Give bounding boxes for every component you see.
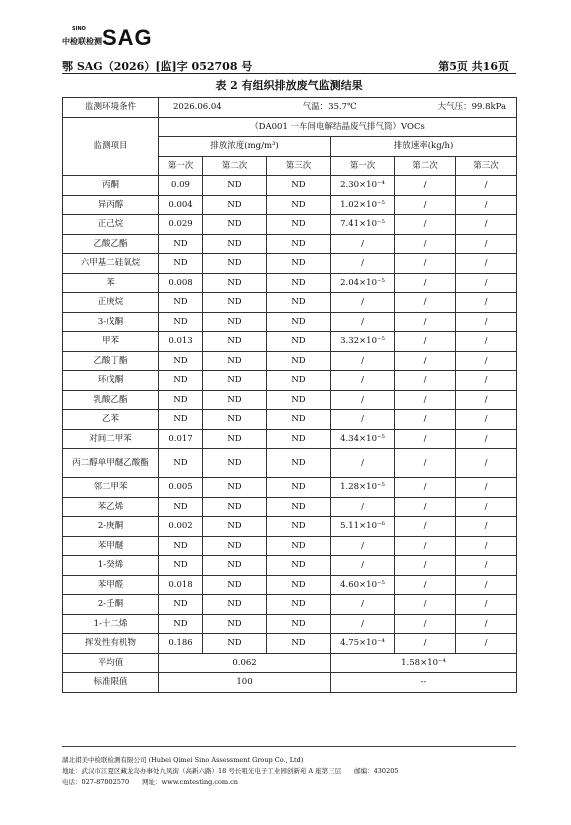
row-value-cell: / (456, 449, 517, 478)
row-item-name: 正己烷 (63, 215, 159, 235)
row-value-cell: / (456, 517, 517, 537)
row-item-name: 丙二醇单甲醚乙酸酯 (63, 449, 159, 478)
table-row (63, 497, 517, 517)
run-header: 第一次 (331, 156, 395, 176)
row-value-cell: / (456, 497, 517, 517)
row-value-cell: ND (159, 371, 203, 391)
row-value-cell: ND (203, 332, 267, 352)
source-row (63, 117, 517, 137)
row-item-name: 乙苯 (63, 410, 159, 430)
row-item-name: 乙酸丁酯 (63, 351, 159, 371)
logo-sag-text: SAG (102, 25, 153, 50)
row-value-cell: / (395, 449, 456, 478)
row-value-cell: / (331, 497, 395, 517)
row-value-cell: 2.04×10⁻⁵ (331, 273, 395, 293)
limit-row-conc: 100 (159, 673, 331, 693)
row-value-cell: ND (159, 556, 203, 576)
row-value-cell: ND (203, 371, 267, 391)
table-row (63, 390, 517, 410)
row-value-cell: ND (203, 390, 267, 410)
row-value-cell: 1.02×10⁻⁵ (331, 195, 395, 215)
row-value-cell: ND (203, 536, 267, 556)
row-value-cell: 0.017 (159, 429, 203, 449)
row-value-cell: / (395, 312, 456, 332)
row-value-cell: ND (267, 390, 331, 410)
row-value-cell: ND (203, 234, 267, 254)
row-value-cell: ND (267, 273, 331, 293)
table-row (63, 556, 517, 576)
row-value-cell: ND (267, 371, 331, 391)
row-item-name: 2-庚酮 (63, 517, 159, 537)
row-value-cell: / (395, 293, 456, 313)
item-label: 监测项目 (63, 117, 159, 176)
row-value-cell: 5.11×10⁻⁶ (331, 517, 395, 537)
row-item-name: 苯甲醚 (63, 536, 159, 556)
run-header: 第三次 (267, 156, 331, 176)
table-row (63, 634, 517, 654)
row-item-name: 苯乙烯 (63, 497, 159, 517)
row-value-cell: ND (267, 478, 331, 498)
row-value-cell: / (395, 254, 456, 274)
average-row-conc: 0.062 (159, 653, 331, 673)
row-value-cell: ND (267, 556, 331, 576)
row-value-cell: / (331, 614, 395, 634)
row-value-cell: / (395, 176, 456, 196)
row-item-name: 邻二甲苯 (63, 478, 159, 498)
row-value-cell: / (331, 556, 395, 576)
run-header: 第二次 (395, 156, 456, 176)
row-value-cell: / (395, 517, 456, 537)
row-item-name: 对间二甲苯 (63, 429, 159, 449)
env-temp: 气温：35.7℃ (302, 102, 357, 113)
row-value-cell: ND (203, 517, 267, 537)
row-item-name: 1-十二烯 (63, 614, 159, 634)
row-value-cell: ND (267, 293, 331, 313)
row-item-name: 3-戊酮 (63, 312, 159, 332)
table-row (63, 575, 517, 595)
row-value-cell: / (456, 215, 517, 235)
row-value-cell: ND (159, 293, 203, 313)
table-row (63, 429, 517, 449)
table-row (63, 293, 517, 313)
row-value-cell: 0.013 (159, 332, 203, 352)
row-value-cell: ND (159, 390, 203, 410)
run-header: 第三次 (456, 156, 517, 176)
row-value-cell: / (395, 429, 456, 449)
row-value-cell: 4.34×10⁻⁵ (331, 429, 395, 449)
row-value-cell: ND (267, 575, 331, 595)
row-value-cell: ND (159, 497, 203, 517)
row-value-cell: / (456, 312, 517, 332)
average-row-rate: 1.58×10⁻⁴ (331, 653, 517, 673)
average-row-label: 平均值 (63, 653, 159, 673)
page-indicator: 第5页 共16页 (438, 60, 509, 73)
row-value-cell: 0.018 (159, 575, 203, 595)
row-value-cell: / (331, 536, 395, 556)
results-table (62, 97, 517, 693)
row-value-cell: ND (267, 215, 331, 235)
table-row (63, 351, 517, 371)
report-number: 鄂 SAG（2026）[监]字 052708 号 (62, 60, 253, 73)
row-value-cell: ND (159, 312, 203, 332)
row-value-cell: ND (203, 410, 267, 430)
row-value-cell: / (395, 273, 456, 293)
row-value-cell: / (331, 410, 395, 430)
row-value-cell: ND (267, 429, 331, 449)
row-value-cell: ND (203, 254, 267, 274)
row-value-cell: / (395, 195, 456, 215)
row-value-cell: / (395, 536, 456, 556)
row-value-cell: ND (267, 254, 331, 274)
env-row (63, 98, 517, 118)
row-value-cell: ND (203, 176, 267, 196)
row-value-cell: ND (159, 410, 203, 430)
run-header: 第二次 (203, 156, 267, 176)
row-value-cell: ND (267, 614, 331, 634)
row-value-cell: / (456, 410, 517, 430)
row-value-cell: ND (159, 595, 203, 615)
row-value-cell: / (331, 595, 395, 615)
footer-address: 地址：武汉市江夏区藏龙岛办事处九凤街（高新六路）18 号长咀光电子工业园创新苑 A 座第三层 邮编：430205 (62, 767, 399, 775)
row-value-cell: 0.09 (159, 176, 203, 196)
row-value-cell: ND (159, 449, 203, 478)
row-value-cell: / (395, 575, 456, 595)
row-value-cell: ND (203, 449, 267, 478)
row-value-cell: ND (203, 195, 267, 215)
row-value-cell: ND (267, 634, 331, 654)
row-value-cell: / (331, 234, 395, 254)
row-value-cell: / (395, 497, 456, 517)
row-value-cell: / (456, 293, 517, 313)
row-value-cell: 3.32×10⁻⁵ (331, 332, 395, 352)
row-value-cell: ND (267, 449, 331, 478)
row-value-cell: ND (203, 215, 267, 235)
row-value-cell: 2.30×10⁻⁴ (331, 176, 395, 196)
row-value-cell: ND (159, 536, 203, 556)
row-value-cell: / (456, 254, 517, 274)
row-value-cell: 4.60×10⁻⁵ (331, 575, 395, 595)
row-value-cell: ND (267, 234, 331, 254)
row-value-cell: / (456, 273, 517, 293)
logo-cn-text: 中检联检测 (62, 37, 102, 46)
logo-sino-text: SINO (72, 26, 86, 32)
table-row (63, 273, 517, 293)
row-value-cell: / (331, 312, 395, 332)
row-value-cell: / (331, 254, 395, 274)
row-value-cell: / (456, 556, 517, 576)
row-value-cell: ND (203, 478, 267, 498)
limit-row-label: 标准限值 (63, 673, 159, 693)
row-value-cell: ND (267, 517, 331, 537)
source-label: （DA001 一车间电解结晶废气排气筒）VOCs (159, 117, 517, 137)
row-value-cell: ND (267, 176, 331, 196)
row-item-name: 2-壬酮 (63, 595, 159, 615)
row-value-cell: 7.41×10⁻⁵ (331, 215, 395, 235)
row-value-cell: ND (267, 351, 331, 371)
row-value-cell: / (456, 614, 517, 634)
row-value-cell: / (331, 390, 395, 410)
run-header: 第一次 (159, 156, 203, 176)
row-value-cell: ND (267, 332, 331, 352)
row-value-cell: 1.28×10⁻⁵ (331, 478, 395, 498)
row-value-cell: 0.029 (159, 215, 203, 235)
row-value-cell: / (331, 449, 395, 478)
row-value-cell: / (456, 478, 517, 498)
row-item-name: 环戊酮 (63, 371, 159, 391)
row-item-name: 异丙醇 (63, 195, 159, 215)
row-value-cell: ND (267, 410, 331, 430)
row-value-cell: ND (203, 273, 267, 293)
row-item-name: 丙酮 (63, 176, 159, 196)
table-row (63, 312, 517, 332)
table-row (63, 195, 517, 215)
env-pressure: 大气压：99.8kPa (437, 102, 507, 113)
row-value-cell: / (395, 332, 456, 352)
row-value-cell: ND (203, 595, 267, 615)
row-value-cell: / (395, 595, 456, 615)
row-item-name: 1-癸烯 (63, 556, 159, 576)
row-value-cell: ND (203, 312, 267, 332)
footer-contact: 电话：027-87002570 网址：www.cmtesting.com.cn (62, 778, 238, 786)
env-label: 监测环境条件 (63, 98, 159, 118)
limit-row-rate: -- (331, 673, 517, 693)
row-item-name: 乙酸乙酯 (63, 234, 159, 254)
table-row (63, 517, 517, 537)
row-value-cell: / (395, 634, 456, 654)
row-value-cell: ND (159, 614, 203, 634)
row-value-cell: ND (159, 351, 203, 371)
row-value-cell: ND (159, 254, 203, 274)
row-item-name: 正庚烷 (63, 293, 159, 313)
row-value-cell: ND (267, 195, 331, 215)
table-row (63, 371, 517, 391)
table-row (63, 614, 517, 634)
row-value-cell: / (456, 634, 517, 654)
row-item-name: 挥发性有机物 (63, 634, 159, 654)
row-value-cell: 0.002 (159, 517, 203, 537)
env-date: 2026.06.04 (173, 102, 222, 113)
row-value-cell: ND (267, 312, 331, 332)
footer-company: 湖北祺美中检联检测有限公司 (Hubei Qimei Sino Assessment Group Co., Ltd) (62, 756, 304, 764)
row-item-name: 甲苯 (63, 332, 159, 352)
table-row (63, 595, 517, 615)
row-value-cell: / (395, 215, 456, 235)
rate-header: 排放速率(kg/h) (331, 137, 517, 157)
row-value-cell: ND (203, 351, 267, 371)
average-row (63, 653, 517, 673)
row-value-cell: 0.008 (159, 273, 203, 293)
row-value-cell: 0.186 (159, 634, 203, 654)
row-value-cell: / (395, 390, 456, 410)
table-row (63, 254, 517, 274)
row-item-name: 六甲基二硅氧烷 (63, 254, 159, 274)
row-value-cell: / (456, 195, 517, 215)
row-value-cell: ND (159, 234, 203, 254)
row-value-cell: / (331, 293, 395, 313)
row-value-cell: / (395, 556, 456, 576)
page-footer (62, 746, 516, 788)
row-value-cell: / (456, 351, 517, 371)
company-logo (62, 26, 167, 56)
table-row (63, 176, 517, 196)
row-value-cell: / (456, 371, 517, 391)
row-value-cell: / (456, 332, 517, 352)
row-value-cell: 0.004 (159, 195, 203, 215)
row-value-cell: / (456, 595, 517, 615)
row-value-cell: ND (203, 497, 267, 517)
row-value-cell: ND (203, 614, 267, 634)
row-value-cell: ND (203, 575, 267, 595)
header-divider (62, 73, 516, 74)
table-row (63, 478, 517, 498)
row-value-cell: ND (267, 536, 331, 556)
table-row (63, 449, 517, 478)
row-value-cell: / (456, 429, 517, 449)
table-row (63, 215, 517, 235)
row-value-cell: / (395, 371, 456, 391)
row-value-cell: ND (203, 556, 267, 576)
row-value-cell: 4.75×10⁻⁴ (331, 634, 395, 654)
limit-row (63, 673, 517, 693)
row-value-cell: / (331, 371, 395, 391)
row-item-name: 乳酸乙酯 (63, 390, 159, 410)
row-value-cell: / (456, 390, 517, 410)
table-row (63, 536, 517, 556)
row-value-cell: ND (203, 293, 267, 313)
conc-header: 排放浓度(mg/m³) (159, 137, 331, 157)
row-value-cell: / (395, 410, 456, 430)
table-row (63, 234, 517, 254)
row-value-cell: / (395, 614, 456, 634)
row-value-cell: / (456, 176, 517, 196)
row-value-cell: / (395, 478, 456, 498)
row-value-cell: ND (267, 497, 331, 517)
row-value-cell: / (456, 536, 517, 556)
row-item-name: 苯甲醛 (63, 575, 159, 595)
row-value-cell: / (395, 351, 456, 371)
row-value-cell: ND (203, 634, 267, 654)
row-value-cell: ND (267, 595, 331, 615)
row-value-cell: / (331, 351, 395, 371)
row-value-cell: / (395, 234, 456, 254)
row-value-cell: / (456, 234, 517, 254)
row-value-cell: ND (203, 429, 267, 449)
table-row (63, 332, 517, 352)
table-row (63, 410, 517, 430)
row-value-cell: 0.005 (159, 478, 203, 498)
row-item-name: 苯 (63, 273, 159, 293)
row-value-cell: / (456, 575, 517, 595)
table-title: 表 2 有组织排放废气监测结果 (215, 79, 363, 92)
